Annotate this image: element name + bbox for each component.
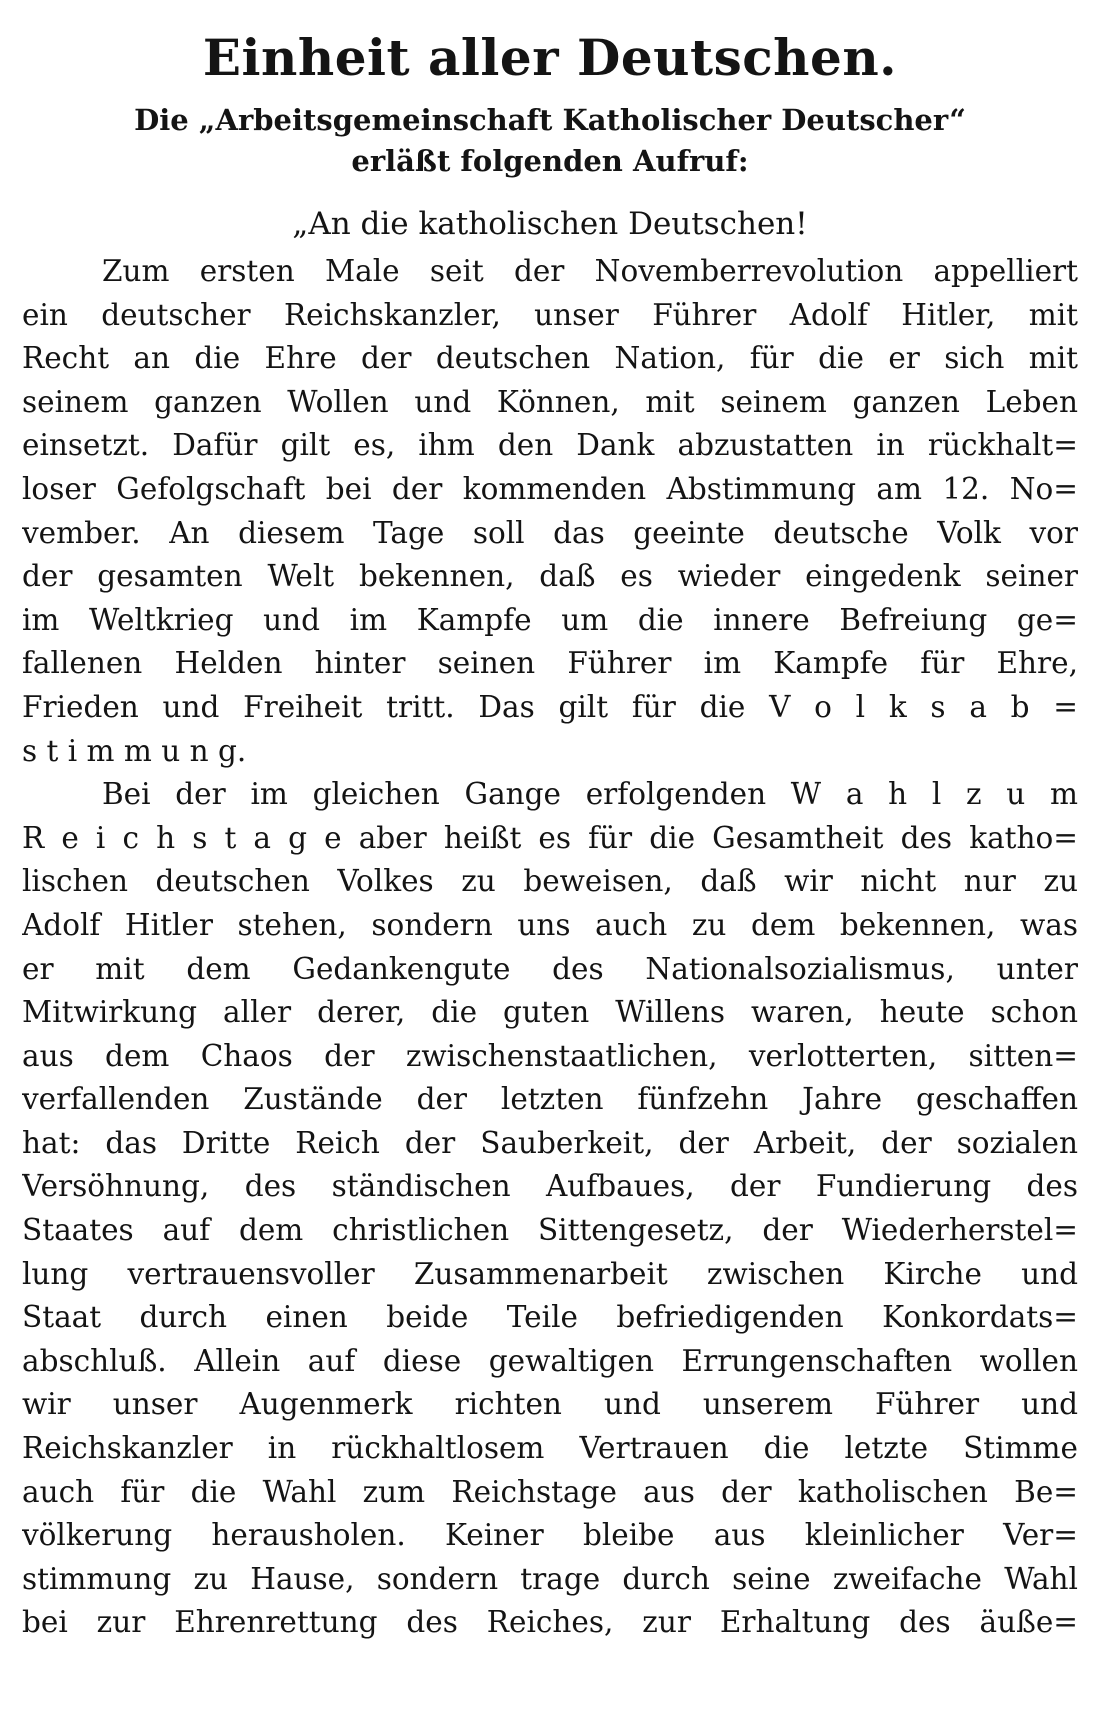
paragraph-line: abschluß. Allein auf diese gewaltigen Errungenschaften wollen bbox=[22, 1343, 1078, 1378]
newspaper-article bbox=[22, 22, 1078, 1645]
paragraph-line: Versöhnung, des ständischen Aufbaues, der Fundierung des bbox=[22, 1169, 1078, 1204]
paragraph-line: im Weltkrieg und im Kampfe um die innere Befreiung ge= bbox=[22, 602, 1078, 637]
article-headline: Einheit aller Deutschen. bbox=[202, 28, 898, 87]
paragraph-line: Mitwirkung aller derer, die guten Willens waren, heute schon bbox=[22, 995, 1078, 1030]
paragraph-line: auch für die Wahl zum Reichstage aus der katholischen Be= bbox=[22, 1474, 1078, 1509]
paragraph-line: Staat durch einen beide Teile befriedigenden Konkordats= bbox=[22, 1300, 1078, 1335]
paragraph-line: der gesamten Welt bekennen, daß es wieder eingedenk seiner bbox=[22, 559, 1078, 594]
paragraph-line: lischen deutschen Volkes zu beweisen, daß wir nicht nur zu bbox=[22, 864, 1078, 899]
paragraph-line: einsetzt. Dafür gilt es, ihm den Dank abzustatten in rückhalt= bbox=[22, 428, 1078, 463]
paragraph-line: Reichskanzler in rückhaltlosem Vertrauen die letzte Stimme bbox=[22, 1431, 1078, 1466]
paragraph-line: seinem ganzen Wollen und Können, mit seinem ganzen Leben bbox=[22, 384, 1078, 419]
article-subheadline bbox=[22, 100, 1078, 182]
subheadline-line-1: Die „Arbeitsgemeinschaft Katholischer Deutscher“ bbox=[134, 103, 966, 137]
paragraph-line: Adolf Hitler stehen, sondern uns auch zu dem bekennen, was bbox=[22, 907, 1078, 942]
paragraph-line: Frieden und Freiheit tritt. Das gilt für die V o l k s a b = bbox=[22, 689, 1078, 724]
paragraph-line: Bei der im gleichen Gange erfolgenden W a h l z u m bbox=[102, 777, 1078, 812]
article-paragraph bbox=[22, 773, 1078, 1645]
paragraph-line: stimmung zu Hause, sondern trage durch seine zweifache Wahl bbox=[22, 1561, 1078, 1596]
paragraph-line: er mit dem Gedankengute des Nationalsozialismus, unter bbox=[22, 951, 1078, 986]
paragraph-line: Recht an die Ehre der deutschen Nation, für die er sich mit bbox=[22, 341, 1078, 376]
paragraph-line: lung vertrauensvoller Zusammenarbeit zwischen Kirche und bbox=[22, 1256, 1078, 1291]
paragraph-line: s t i m m u n g. bbox=[22, 733, 247, 768]
article-salutation: „An die katholischen Deutschen! bbox=[292, 206, 808, 242]
paragraph-line: wir unser Augenmerk richten und unserem Führer und bbox=[22, 1387, 1078, 1422]
paragraph-line: verfallenden Zustände der letzten fünfzehn Jahre geschaffen bbox=[22, 1082, 1078, 1117]
paragraph-line: fallenen Helden hinter seinen Führer im Kampfe für Ehre, bbox=[22, 646, 1078, 681]
paragraph-line: loser Gefolgschaft bei der kommenden Abstimmung am 12. No= bbox=[22, 471, 1078, 506]
paragraph-line: ein deutscher Reichskanzler, unser Führer Adolf Hitler, mit bbox=[22, 297, 1078, 332]
paragraph-line: vember. An diesem Tage soll das geeinte deutsche Volk vor bbox=[22, 515, 1078, 550]
article-body bbox=[22, 250, 1078, 1645]
subheadline-line-2: erläßt folgenden Aufruf: bbox=[351, 144, 749, 178]
paragraph-line: bei zur Ehrenrettung des Reiches, zur Erhaltung des äuße= bbox=[22, 1605, 1078, 1640]
paragraph-line: Zum ersten Male seit der Novemberrevolution appelliert bbox=[102, 254, 1078, 288]
paragraph-line: R e i c h s t a g e aber heißt es für die Gesamtheit des katho= bbox=[22, 820, 1078, 855]
paragraph-line: Staates auf dem christlichen Sittengesetz, der Wiederherstel= bbox=[22, 1213, 1078, 1248]
article-paragraph bbox=[22, 250, 1078, 773]
paragraph-line: völkerung herausholen. Keiner bleibe aus kleinlicher Ver= bbox=[22, 1518, 1078, 1553]
paragraph-line: hat: das Dritte Reich der Sauberkeit, der Arbeit, der sozialen bbox=[22, 1125, 1078, 1160]
paragraph-line: aus dem Chaos der zwischenstaatlichen, verlotterten, sitten= bbox=[22, 1038, 1078, 1073]
